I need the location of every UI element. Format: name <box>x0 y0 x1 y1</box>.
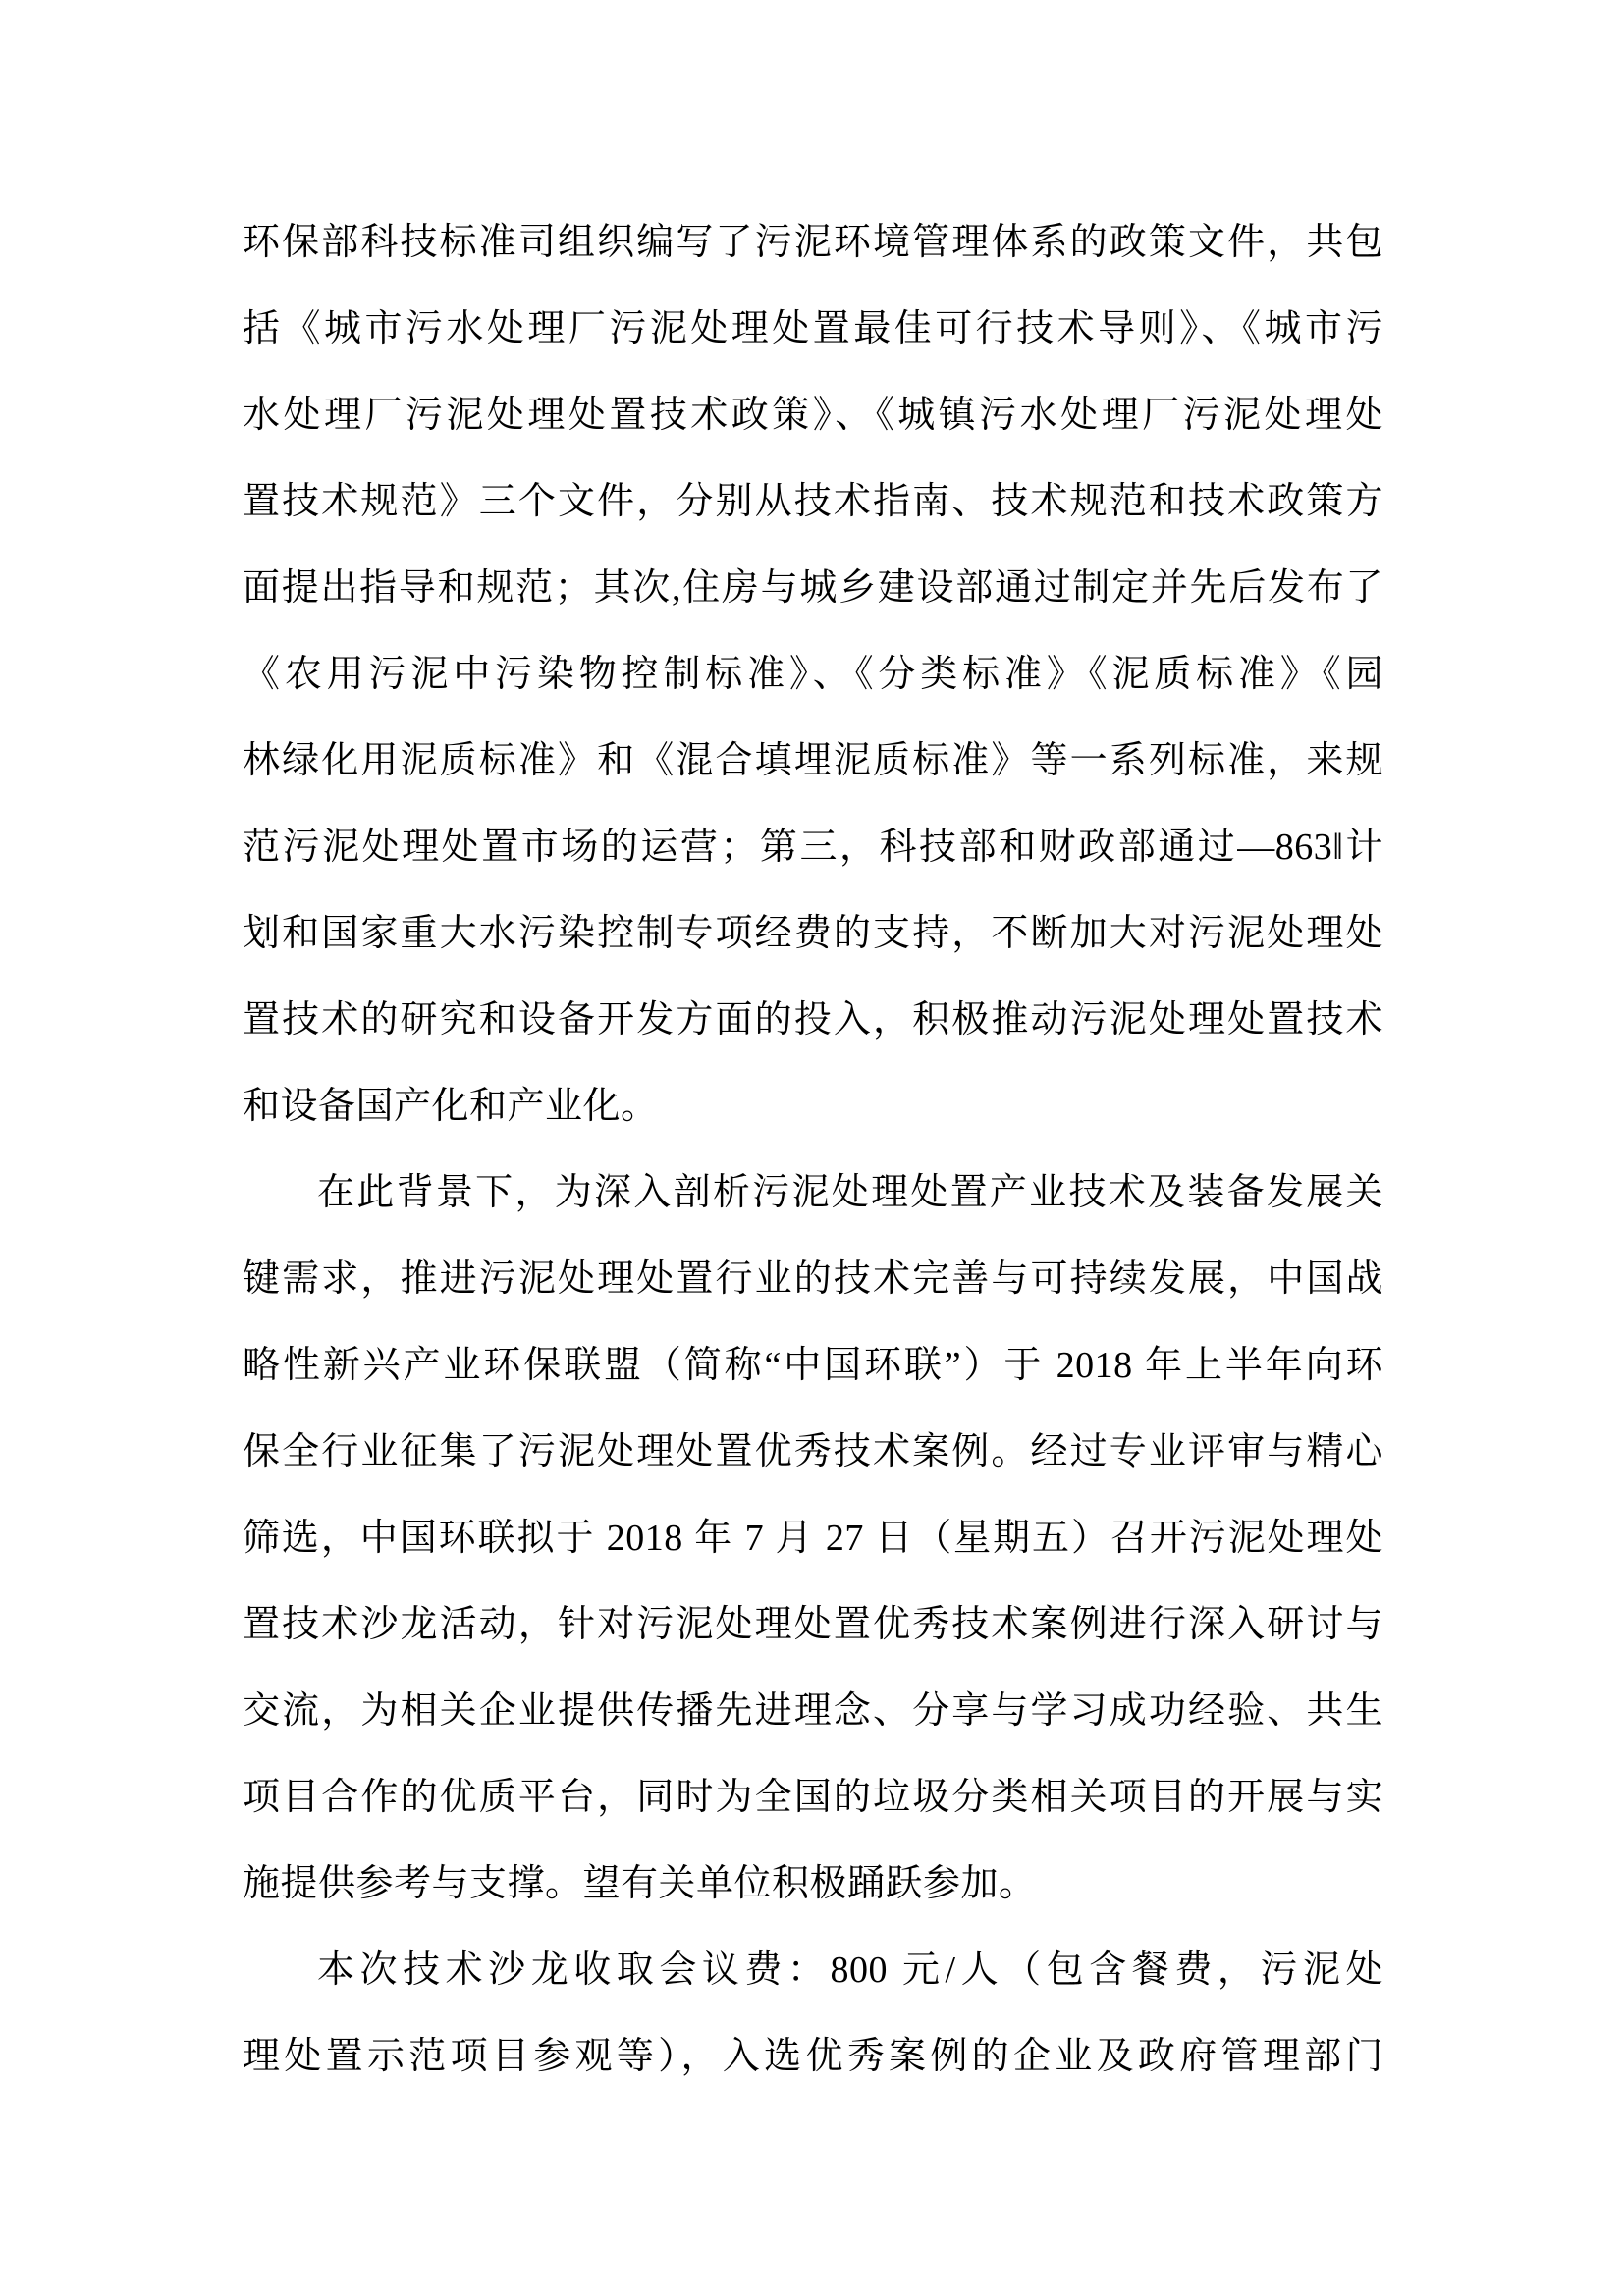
text-line: 划和国家重大水污染控制专项经费的支持，不断加大对污泥处理处 <box>243 913 1383 954</box>
text-line: 施提供参考与支撑。望有关单位积极踊跃参加。 <box>243 1863 1037 1904</box>
text-line: 置技术的研究和设备开发方面的投入，积极推动污泥处理处置技术 <box>243 999 1383 1041</box>
text-line: 《农用污泥中污染物控制标准》、《分类标准》《泥质标准》《园 <box>243 654 1383 695</box>
text-line: 水处理厂污泥处理处置技术政策》、《城镇污水处理厂污泥处理处 <box>243 395 1383 436</box>
text-line: 交流，为相关企业提供传播先进理念、分享与学习成功经验、共生 <box>243 1690 1383 1732</box>
text-line: 理处置示范项目参观等），入选优秀案例的企业及政府管理部门 <box>243 2036 1383 2077</box>
paragraph-3 <box>243 1927 1383 2100</box>
text-line: 和设备国产化和产业化。 <box>243 1086 659 1127</box>
text-line: 键需求，推进污泥处理处置行业的技术完善与可持续发展，中国战 <box>243 1258 1383 1300</box>
text-line: 本次技术沙龙收取会议费：800 元/人（包含餐费，污泥处 <box>317 1949 1383 1991</box>
text-line: 林绿化用泥质标准》和《混合填埋泥质标准》等一系列标准，来规 <box>243 740 1383 781</box>
text-line: 面提出指导和规范；其次,住房与城乡建设部通过制定并先后发布了 <box>243 567 1383 609</box>
text-line: 环保部科技标准司组织编写了污泥环境管理体系的政策文件，共包 <box>243 222 1383 263</box>
text-block <box>243 199 1383 2100</box>
paragraph-1 <box>243 199 1383 1149</box>
text-line: 范污泥处理处置市场的运营；第三，科技部和财政部通过—863‖计 <box>243 827 1383 868</box>
text-line: 保全行业征集了污泥处理处置优秀技术案例。经过专业评审与精心 <box>243 1431 1383 1472</box>
text-line: 置技术规范》三个文件，分别从技术指南、技术规范和技术政策方 <box>243 481 1383 522</box>
text-line: 括《城市污水处理厂污泥处理处置最佳可行技术导则》、《城市污 <box>243 308 1383 349</box>
text-line: 筛选，中国环联拟于 2018 年 7 月 27 日（星期五）召开污泥处理处 <box>243 1518 1383 1559</box>
text-line: 项目合作的优质平台，同时为全国的垃圾分类相关项目的开展与实 <box>243 1777 1383 1818</box>
text-line: 在此背景下，为深入剖析污泥处理处置产业技术及装备发展关 <box>317 1172 1383 1213</box>
text-line: 略性新兴产业环保联盟（简称“中国环联”）于 2018 年上半年向环 <box>243 1345 1383 1386</box>
text-line: 置技术沙龙活动，针对污泥处理处置优秀技术案例进行深入研讨与 <box>243 1604 1383 1645</box>
paragraph-2 <box>243 1149 1383 1927</box>
